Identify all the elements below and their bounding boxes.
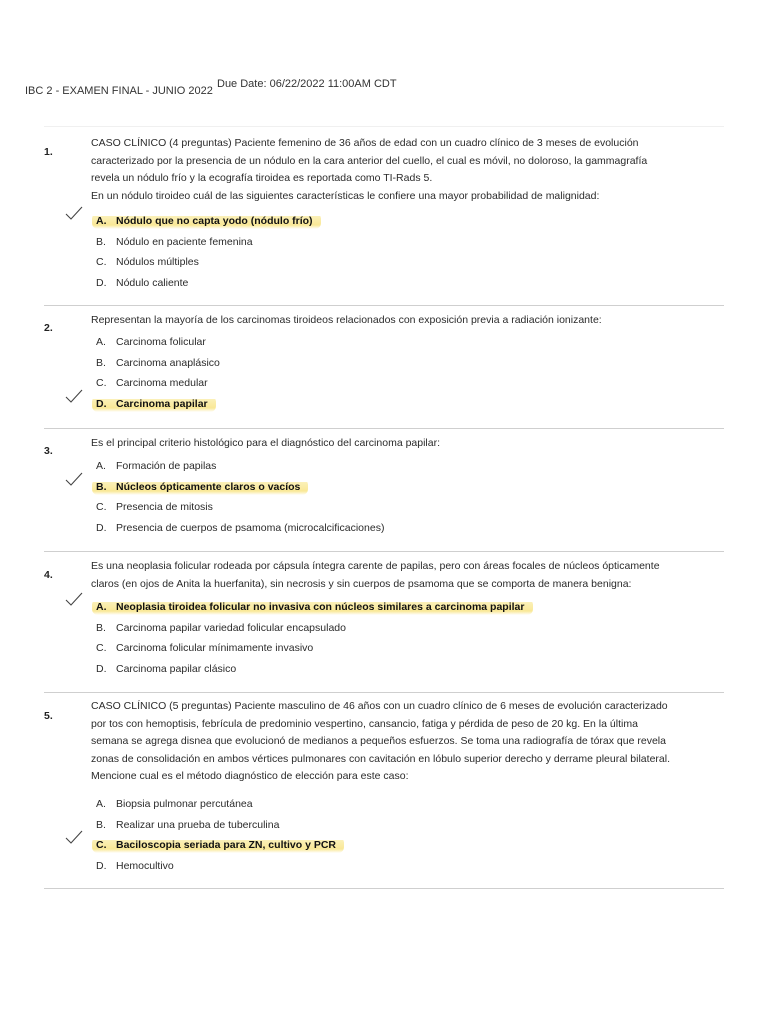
answer-option [96, 232, 736, 253]
question-text-line: Mencione cual es el método diagnóstico de elección para este caso: [91, 770, 409, 782]
question-text-line: semana se agrega disnea que evolucionó de medianos a pequeños esfuerzos. Se toma una radiografía de tórax que revela [91, 735, 666, 747]
question-text-line: Es el principal criterio histológico para el diagnóstico del carcinoma papilar: [91, 437, 441, 449]
option-letter: C. [96, 839, 107, 851]
answer-label [96, 377, 208, 389]
question-text [91, 698, 721, 786]
answer-highlight [92, 599, 533, 615]
answer-label [96, 277, 188, 289]
answer-option [96, 273, 736, 294]
option-letter: C. [96, 501, 107, 513]
option-letter: D. [96, 397, 107, 410]
answer-label [96, 860, 174, 872]
answer-label [96, 819, 279, 831]
answer-option-correct [96, 477, 736, 498]
answer-label [96, 236, 253, 248]
option-text: Carcinoma folicular [116, 336, 206, 348]
option-letter: C. [96, 642, 107, 654]
option-letter: B. [96, 818, 106, 831]
option-text: Carcinoma folicular mínimamente invasivo [116, 642, 314, 654]
answer-option [96, 353, 736, 374]
option-text: Baciloscopia seriada para ZN, cultivo y PCR [116, 839, 336, 851]
answer-label [96, 622, 346, 634]
answer-option [96, 794, 736, 815]
answer-label [96, 501, 213, 513]
option-letter: D. [96, 662, 107, 675]
option-text: Realizar una prueba de tuberculina [116, 818, 280, 831]
checkmark-icon [64, 829, 84, 845]
answer-option [96, 497, 736, 518]
answer-option [96, 518, 736, 539]
answer-option [96, 638, 736, 659]
answer-options [96, 456, 736, 538]
answer-option [96, 373, 736, 394]
question-text-line: CASO CLÍNICO (5 preguntas) Paciente masculino de 46 años con un cuadro clínico de 6 meses de evolución caracterizado [91, 700, 668, 712]
question-number: 3. [44, 445, 53, 457]
option-letter: A. [96, 336, 106, 348]
option-letter: C. [96, 377, 107, 389]
divider [44, 551, 724, 552]
question-text-line: zonas de consolidación en ambos vértices pulmonares con cavitación en lóbulo superior derecho y derrame pleural bilateral. [91, 752, 670, 765]
answer-label [96, 642, 313, 654]
answer-options [96, 794, 736, 876]
question-number: 4. [44, 569, 53, 581]
option-letter: B. [96, 356, 106, 369]
answer-option [96, 815, 736, 836]
option-letter: D. [96, 859, 107, 872]
divider [44, 428, 724, 429]
answer-options [96, 597, 736, 679]
question-text-line: CASO CLÍNICO (4 preguntas) Paciente femenino de 36 años de edad con un cuadro clínico de 3 meses de evolución [91, 137, 639, 149]
option-text: Biopsia pulmonar percutánea [116, 798, 253, 810]
question-text-line: caracterizado por la presencia de un nódulo en la cara anterior del cuello, el cual es móvil, no doloroso, la gammagrafía [91, 154, 648, 167]
due-date: Due Date: 06/22/2022 11:00AM CDT [217, 78, 397, 90]
question-text [91, 135, 721, 205]
question-text-line: claros (en ojos de Anita la huerfanita), sin necrosis y sin cuerpos de psamoma que se comporta de manera benigna: [91, 577, 632, 590]
option-text: Nódulo que no capta yodo (nódulo frío) [116, 215, 313, 227]
option-text: Nódulos múltiples [116, 256, 199, 268]
option-letter: D. [96, 521, 107, 534]
question-text [91, 312, 721, 330]
page-header [0, 0, 768, 130]
divider [44, 126, 724, 127]
checkmark-icon [64, 471, 84, 487]
checkmark-icon [64, 388, 84, 404]
answer-option [96, 456, 736, 477]
answer-option-correct [96, 835, 736, 856]
answer-label [96, 336, 206, 348]
option-text: Hemocultivo [116, 859, 174, 872]
question-text-line: revela un nódulo frío y la ecografía tiroidea es reportada como TI-Rads 5. [91, 172, 433, 184]
answer-option [96, 618, 736, 639]
question-text-line: Es una neoplasia folicular rodeada por cápsula íntegra carente de papilas, pero con áreas focales de núcleos ópticamente [91, 560, 660, 572]
answer-label [96, 798, 253, 810]
answer-options [96, 332, 736, 414]
option-text: Carcinoma papilar clásico [116, 662, 237, 675]
option-letter: B. [96, 235, 106, 248]
option-letter: B. [96, 621, 106, 634]
question-text [91, 435, 721, 453]
option-text: Núcleos ópticamente claros o vacíos [116, 480, 301, 493]
option-text: Carcinoma anaplásico [116, 356, 220, 369]
question-number: 5. [44, 710, 53, 722]
answer-label [96, 522, 384, 534]
option-letter: B. [96, 480, 107, 493]
option-text: Nódulo en paciente femenina [116, 235, 253, 248]
question-text-line: En un nódulo tiroideo cuál de las siguientes características le confiere una mayor probabilidad de malignidad: [91, 189, 600, 202]
answer-highlight [92, 213, 321, 229]
answer-highlight [92, 479, 308, 495]
answer-highlight [92, 837, 344, 853]
answer-highlight [92, 396, 216, 412]
question-number: 2. [44, 322, 53, 334]
divider [44, 888, 724, 889]
option-letter: D. [96, 276, 107, 289]
option-text: Presencia de mitosis [116, 501, 213, 513]
answer-option [96, 252, 736, 273]
answer-option-correct [96, 394, 736, 415]
option-letter: C. [96, 256, 107, 268]
question-text-line: Representan la mayoría de los carcinomas tiroideos relacionados con exposición previa a radiación ionizante: [91, 314, 602, 326]
option-text: Presencia de cuerpos de psamoma (microcalcificaciones) [116, 521, 385, 534]
answer-option [96, 659, 736, 680]
option-text: Formación de papilas [116, 460, 217, 472]
answer-label [96, 663, 236, 675]
exam-title: IBC 2 - EXAMEN FINAL - JUNIO 2022 [25, 85, 213, 97]
question-number: 1. [44, 146, 53, 158]
option-text: Carcinoma medular [116, 377, 208, 389]
divider [44, 692, 724, 693]
answer-options [96, 211, 736, 293]
option-text: Nódulo caliente [116, 276, 189, 289]
checkmark-icon [64, 205, 84, 221]
divider [44, 305, 724, 306]
option-letter: A. [96, 798, 106, 810]
question-text-line: por tos con hemoptisis, febrícula de predominio vespertino, cansancio, fatiga y pérdida de peso de 20 kg. En la última [91, 717, 638, 730]
answer-label [96, 357, 220, 369]
answer-option-correct [96, 211, 736, 232]
option-text: Carcinoma papilar variedad folicular encapsulado [116, 621, 346, 634]
answer-option [96, 856, 736, 877]
answer-option-correct [96, 597, 736, 618]
checkmark-icon [64, 591, 84, 607]
option-text: Carcinoma papilar [116, 397, 208, 410]
option-letter: A. [96, 460, 106, 472]
question-text [91, 558, 721, 593]
answer-label [96, 460, 216, 472]
answer-option [96, 332, 736, 353]
option-text: Neoplasia tiroidea folicular no invasiva con núcleos similares a carcinoma papilar [116, 601, 525, 613]
answer-label [96, 256, 199, 268]
option-letter: A. [96, 215, 107, 227]
option-letter: A. [96, 601, 107, 613]
